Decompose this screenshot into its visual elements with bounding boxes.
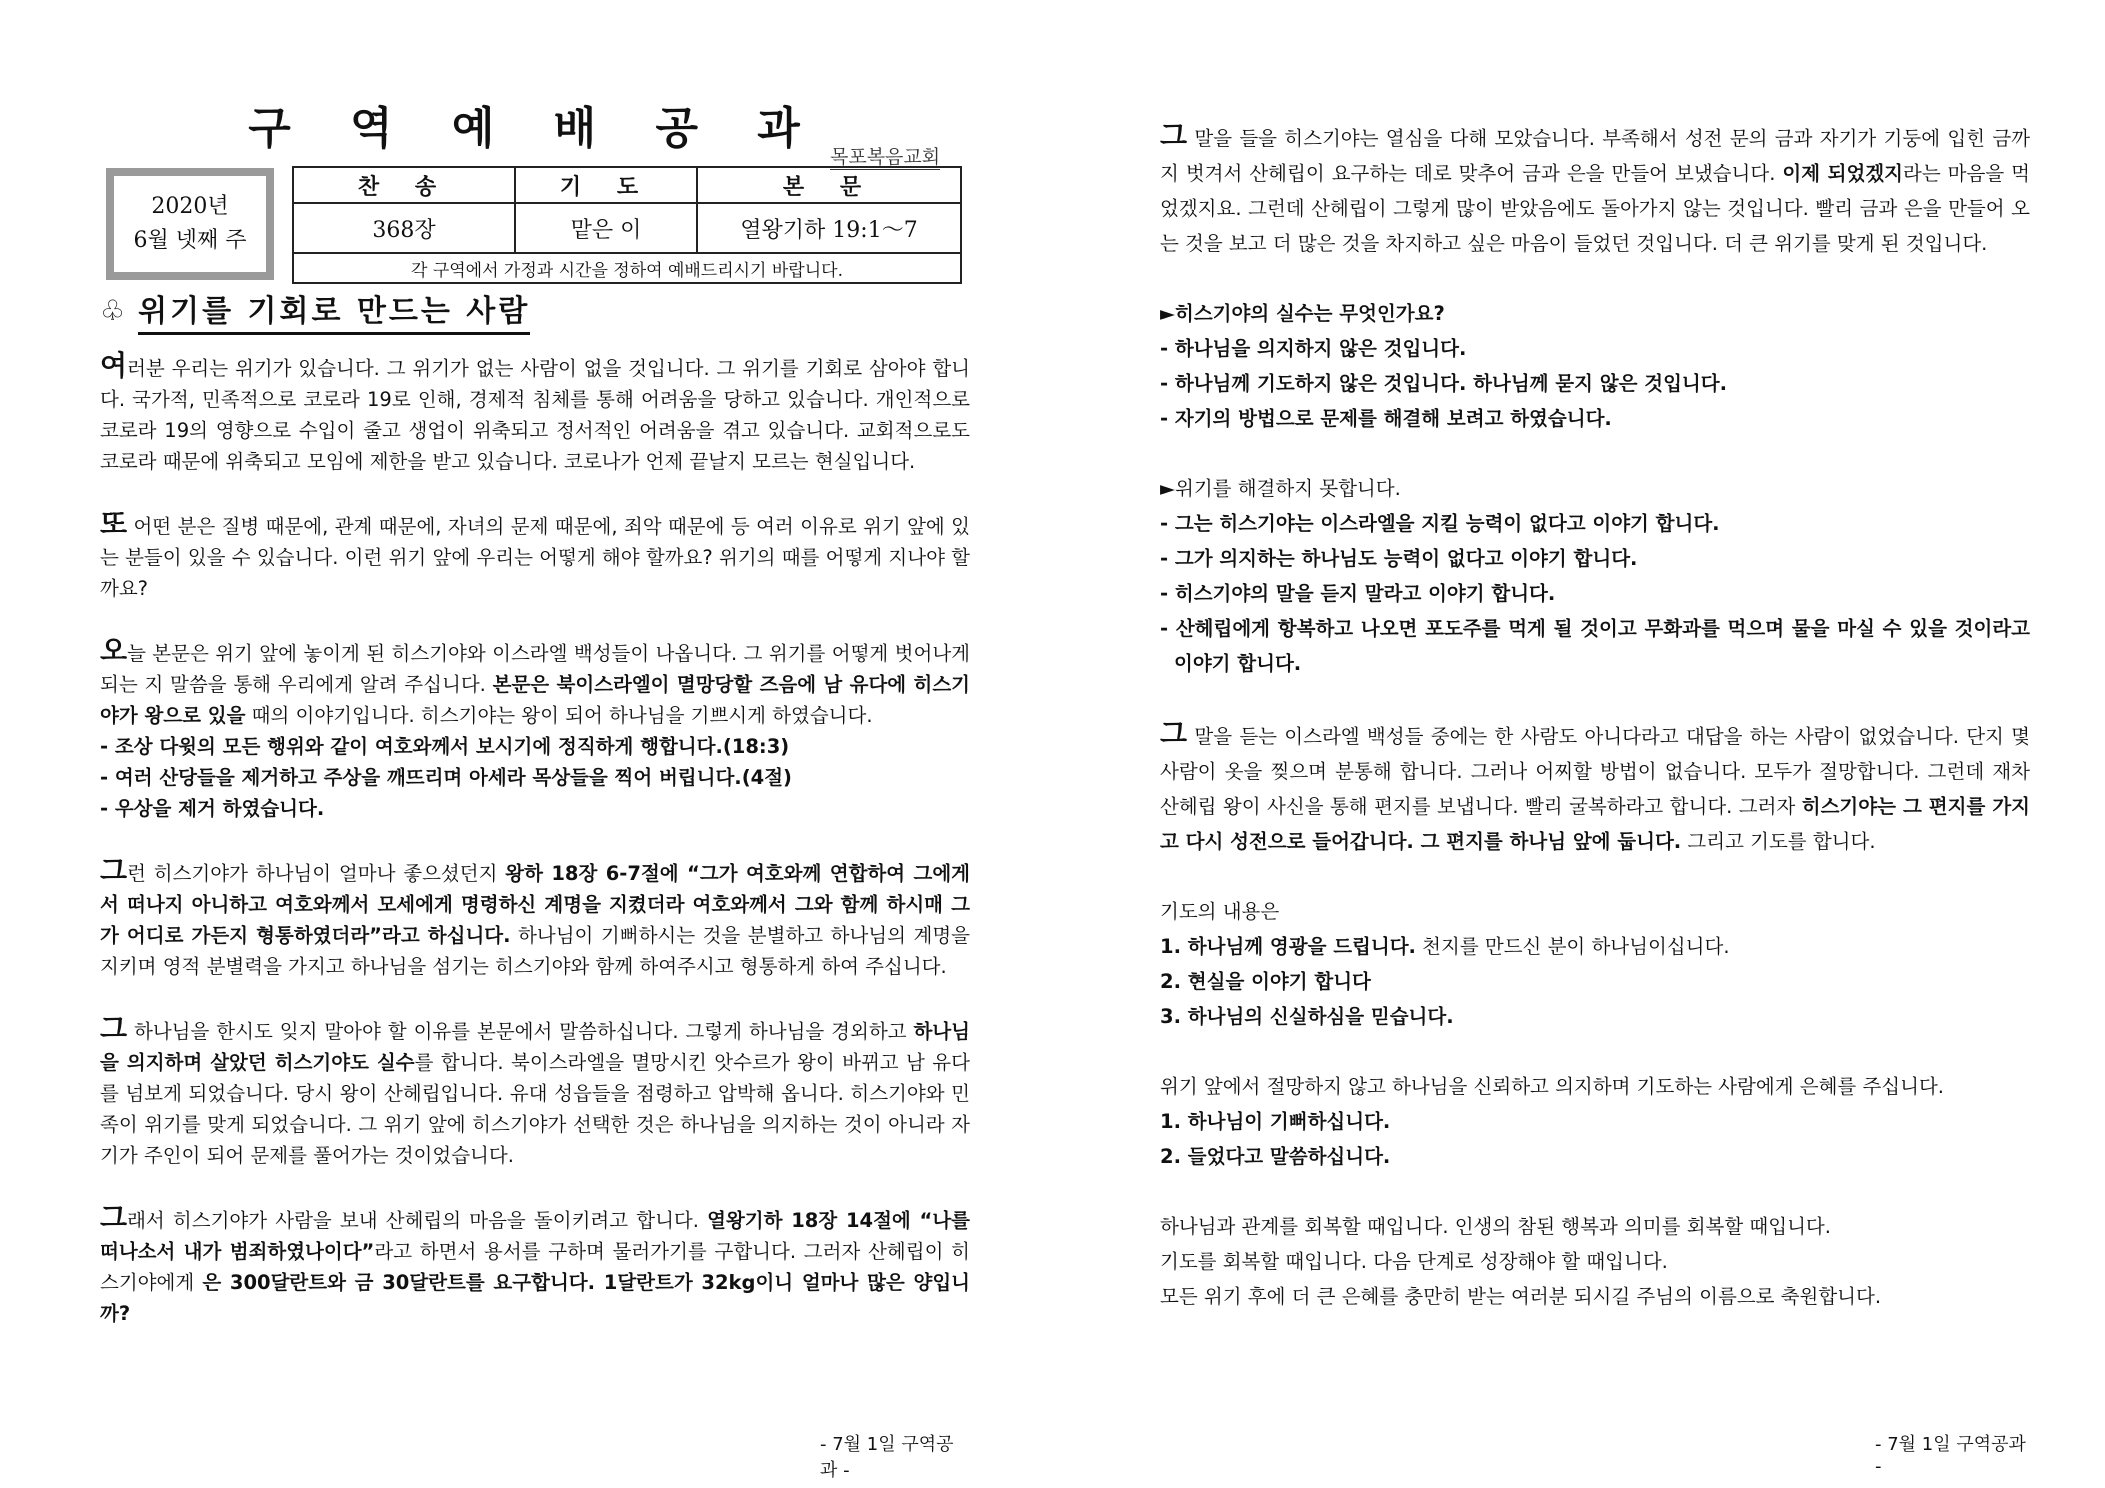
paragraph-text: 늘 본문은 위기 앞에 놓이게 된 히스기야와 이스라엘 백성들이 나옵니다. 그 위기를 어떻게 벗어나게 되는 지 말씀을 통해 우리에게 알려 주십니다. — [100, 642, 970, 696]
list-item-text: 천지를 만드신 분이 하나님이십니다. — [1415, 935, 1730, 958]
list-item: 1. 하나님이 기뻐하십니다. — [1160, 1110, 1391, 1133]
page-footer: - 7월 1일 구역공과 - — [1875, 1434, 2026, 1477]
drop-letter: 그 — [1160, 717, 1188, 750]
paragraph — [1160, 118, 2030, 261]
list-item: - 히스기야의 말을 듣지 말라고 이야기 합니다. — [1160, 582, 1556, 605]
header-hymn: 찬 송 — [293, 167, 515, 203]
paragraph-text: 어떤 분은 질병 때문에, 관계 때문에, 자녀의 문제 때문에, 죄악 때문에 등 여러 이유로 위기 앞에 있는 분들이 있을 수 있습니다. 이런 위기 앞에 우리는 어떻게 해야 할까요? 위기의 때를 어떻게 지나야 할까요? — [100, 515, 970, 600]
paragraph — [100, 350, 970, 477]
paragraph-bold-text: 이제 되었겠지 — [1782, 162, 1903, 185]
paragraph-text: 하나님을 한시도 잊지 말아야 할 이유를 본문에서 말씀하십니다. 그렇게 하나님을 경외하고 — [127, 1020, 914, 1043]
paragraph-text: 말을 듣는 이스라엘 백성들 중에는 한 사람도 아니다라고 대답을 하는 사람이 없었습니다. 단지 몇 사람이 옷을 찢으며 분통해 합니다. 그러나 어찌할 방법이 없습니다. 모두가 절망합니다. 그런데 재차 산헤립 왕이 사신을 통해 편지를 보냅니다. 빨리 굴복하라고 합니다. 그러자 — [1160, 725, 2030, 818]
header-text: 본 문 — [697, 167, 961, 203]
right-page — [1160, 0, 2030, 1488]
date-year: 2020년 — [151, 194, 229, 219]
closing-line: 기도를 회복할 때입니다. 다음 단계로 성장해야 할 때입니다. — [1160, 1250, 1668, 1273]
date-box — [106, 168, 274, 280]
sermon-heading — [100, 286, 530, 335]
table-note: 각 구역에서 가정과 시간을 정하여 예배드리시기 바랍니다. — [293, 253, 961, 283]
list-item: - 산헤립에게 항복하고 나오면 포도주를 먹게 될 것이고 무화과를 먹으며 물을 마실 수 있을 것이라고 이야기 합니다. — [1160, 617, 2030, 675]
paragraph-text: 라고 하면서 용서를 구하며 물러가기를 구합니다. 그러자 산헤립이 히스기야에게 — [100, 1240, 970, 1294]
list-item — [1160, 929, 2030, 964]
closing-line: 하나님과 관계를 회복할 때입니다. 인생의 참된 행복과 의미를 회복할 때입니다. — [1160, 1215, 1831, 1238]
prayer-value: 맡은 이 — [515, 203, 697, 253]
list-item: - 자기의 방법으로 문제를 해결해 보려고 하였습니다. — [1160, 407, 1612, 430]
paragraph-bold-text: 하나님을 의지하며 살았던 히스기야도 실수 — [100, 1020, 970, 1074]
paragraph-text: 그리고 기도를 합니다. — [1681, 830, 1876, 853]
paragraph-bold-text: 왕하 18장 6-7절에 “그가 여호와께 연합하여 그에게서 떠나지 아니하고 여호와께서 모세에게 명령하신 계명을 지켰더라 여호와께서 그와 함께 하시매 그가 어디로 가든지 형통하였더라”라고 하십니다. — [100, 862, 971, 947]
list-item: 2. 들었다고 말씀하십니다. — [1160, 1145, 1391, 1168]
list-item-bold: 1. 하나님께 영광을 드립니다. — [1160, 935, 1416, 958]
section-title: ►히스기야의 실수는 무엇인가요? — [1160, 302, 1445, 325]
hymn-value: 368장 — [293, 203, 515, 253]
club-icon: ♧ — [100, 294, 129, 327]
list-item: 2. 현실을 이야기 합니다 — [1160, 970, 1371, 993]
paragraph — [100, 1202, 970, 1329]
paragraph — [100, 855, 970, 982]
list-item: 3. 하나님의 신실하심을 믿습니다. — [1160, 1005, 1454, 1028]
list-item: - 우상을 제거 하였습니다. — [100, 797, 325, 820]
paragraph-text: 위기 앞에서 절망하지 않고 하나님을 신뢰하고 의지하며 기도하는 사람에게 은혜를 주십니다. — [1160, 1075, 1944, 1098]
section-title: 기도의 내용은 — [1160, 900, 1280, 923]
paragraph-text: 래서 히스기야가 사람을 보내 산헤립의 마음을 돌이키려고 합니다. — [127, 1209, 708, 1232]
closing-line: 모든 위기 후에 더 큰 은혜를 충만히 받는 여러분 되시길 주님의 이름으로 축원합니다. — [1160, 1285, 1882, 1308]
left-body — [100, 350, 970, 1360]
section-title: ►위기를 해결하지 못합니다. — [1160, 477, 1401, 500]
paragraph-text: 때의 이야기입니다. 히스기야는 왕이 되어 하나님을 기쁘시게 하였습니다. — [245, 704, 873, 727]
paragraph-bold-text: 열왕기하 18장 14절에 “나를 떠나소서 내가 범죄하였나이다” — [100, 1209, 970, 1263]
drop-letter: 오 — [100, 634, 128, 667]
list-item: - 하나님께 기도하지 않은 것입니다. 하나님께 묻지 않은 것입니다. — [1160, 372, 1727, 395]
paragraph — [100, 508, 970, 604]
date-week: 6월 넷째 주 — [133, 228, 247, 253]
right-body — [1160, 118, 2030, 1314]
drop-letter: 또 — [100, 507, 128, 540]
list-item: - 그가 의지하는 하나님도 능력이 없다고 이야기 합니다. — [1160, 547, 1638, 570]
drop-letter: 그 — [100, 1201, 128, 1234]
page-title: 구 역 예 배 공 과 — [248, 103, 822, 154]
church-name: 목포복음교회 — [830, 142, 940, 170]
page-footer: - 7월 1일 구역공과 - — [820, 1434, 954, 1481]
paragraph — [1160, 716, 2030, 859]
list-item: - 조상 다윗의 모든 행위와 같이 여호와께서 보시기에 정직하게 행합니다.(18:3) — [100, 735, 790, 758]
paragraph-bold-text: 히스기야는 그 편지를 가지고 다시 성전으로 들어갑니다. 그 편지를 하나님 앞에 둡니다. — [1160, 795, 2030, 853]
drop-letter: 그 — [1160, 119, 1188, 152]
paragraph-text: 하나님이 기뻐하시는 것을 분별하고 하나님의 계명을 지키며 영적 분별력을 가지고 하나님을 섬기는 히스기야와 함께 하여주시고 형통하게 하여 주십니다. — [100, 924, 970, 978]
list-item: - 그는 히스기야는 이스라엘을 지킬 능력이 없다고 이야기 합니다. — [1160, 512, 1720, 535]
drop-letter: 그 — [100, 1012, 128, 1045]
drop-letter: 여 — [100, 349, 128, 382]
paragraph-text: 러분 우리는 위기가 있습니다. 그 위기가 없는 사람이 없을 것입니다. 그 위기를 기회로 삼아야 합니다. 국가적, 민족적으로 코로라 19로 인해, 경제적 침체를 통해 어려움을 당하고 있습니다. 개인적으로 코로라 19의 영향으로 수입이 줄고 생업이 위축되고 정서적인 어려움을 겪고 있습니다. 교회적으로도 코로라 때문에 위축되고 모임에 제한을 받고 있습니다. 코로나가 언제 끝날지 모르는 현실입니다. — [100, 357, 970, 473]
sermon-title: 위기를 기회로 만드는 사람 — [138, 286, 530, 335]
paragraph-bold-text: 은 300달란트와 금 30달란트를 요구합니다. 1달란트가 32kg이니 얼마나 많은 양입니까? — [100, 1271, 970, 1325]
paragraph-text: 를 합니다. 북이스라엘을 멸망시킨 앗수르가 왕이 바뀌고 남 유다를 넘보게 되었습니다. 당시 왕이 산헤립입니다. 유대 성읍들을 점령하고 압박해 옵니다. 히스기야와 민족이 위기를 맞게 되었습니다. 그 위기 앞에 히스기야가 선택한 것은 하나님을 의지하는 것이 아니라 자기가 주인이 되어 문제를 풀어가는 것이었습니다. — [100, 1051, 970, 1167]
paragraph — [100, 635, 970, 731]
left-page — [100, 0, 970, 1488]
paragraph — [100, 1013, 970, 1171]
paragraph-bold-text: 본문은 북이스라엘이 멸망당할 즈음에 남 유다에 히스기야가 왕으로 있을 — [100, 673, 971, 727]
worship-info-table — [292, 166, 962, 284]
list-item: - 여러 산당들을 제거하고 주상을 깨뜨리며 아세라 목상들을 찍어 버립니다.(4절) — [100, 766, 792, 789]
paragraph-text: 말을 들을 히스기야는 열심을 다해 모았습니다. 부족해서 성전 문의 금과 자기가 기둥에 입힌 금까지 벗겨서 산헤립이 요구하는 데로 맞추어 금과 은을 만들어 보냈습니다. — [1160, 127, 2030, 185]
header-prayer: 기 도 — [515, 167, 697, 203]
drop-letter: 그 — [100, 854, 128, 887]
list-item: - 하나님을 의지하지 않은 것입니다. — [1160, 337, 1467, 360]
text-value: 열왕기하 19:1～7 — [697, 203, 961, 253]
paragraph-text: 런 히스기야가 하나님이 얼마나 좋으셨던지 — [127, 862, 506, 885]
paragraph-text: 라는 마음을 먹었겠지요. 그런데 산헤립이 그렇게 많이 받았음에도 돌아가지 않는 것입니다. 빨리 금과 은을 만들어 오는 것을 보고 더 많은 것을 차지하고 싶은 마음이 들었던 것입니다. 더 큰 위기를 맞게 된 것입니다. — [1160, 162, 2031, 255]
